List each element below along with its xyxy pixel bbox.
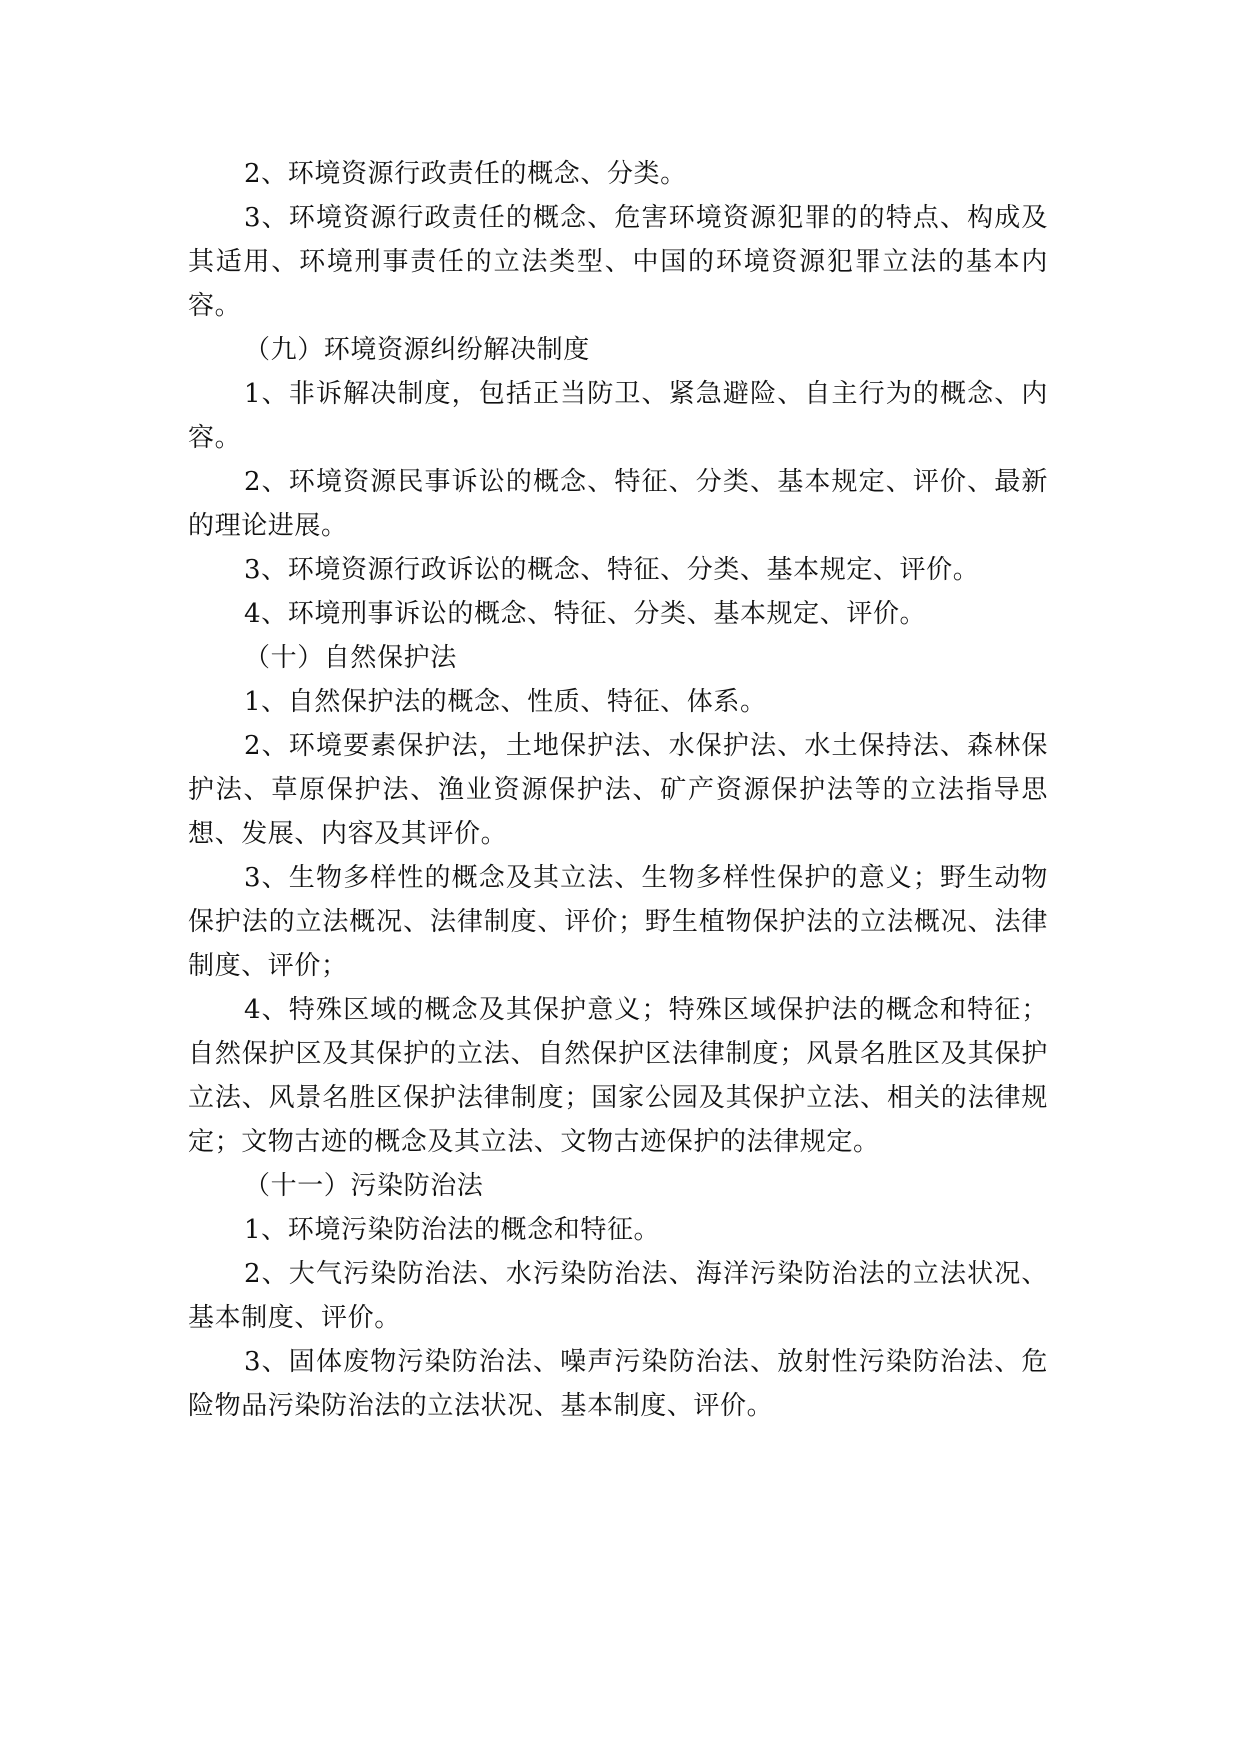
paragraph: 2、环境资源民事诉讼的概念、特征、分类、基本规定、评价、最新的理论进展。 xyxy=(188,467,1048,541)
paragraph: 1、自然保护法的概念、性质、特征、体系。 xyxy=(244,687,767,717)
section-heading: （九）环境资源纠纷解决制度 xyxy=(244,335,590,365)
paragraph: 2、大气污染防治法、水污染防治法、海洋污染防治法的立法状况、基本制度、评价。 xyxy=(188,1259,1048,1333)
paragraph: 3、环境资源行政诉讼的概念、特征、分类、基本规定、评价。 xyxy=(244,555,980,585)
document-body xyxy=(188,152,1048,1428)
paragraph: 3、固体废物污染防治法、噪声污染防治法、放射性污染防治法、危险物品污染防治法的立法状况、基本制度、评价。 xyxy=(188,1347,1048,1421)
paragraph: 3、生物多样性的概念及其立法、生物多样性保护的意义；野生动物保护法的立法概况、法律制度、评价；野生植物保护法的立法概况、法律制度、评价； xyxy=(188,863,1048,981)
paragraph: 1、非诉解决制度，包括正当防卫、紧急避险、自主行为的概念、内容。 xyxy=(188,379,1048,453)
paragraph: 2、环境要素保护法，土地保护法、水保护法、水土保持法、森林保护法、草原保护法、渔业资源保护法、矿产资源保护法等的立法指导思想、发展、内容及其评价。 xyxy=(188,731,1048,849)
section-heading: （十）自然保护法 xyxy=(244,643,457,673)
paragraph: 3、环境资源行政责任的概念、危害环境资源犯罪的的特点、构成及其适用、环境刑事责任的立法类型、中国的环境资源犯罪立法的基本内容。 xyxy=(188,203,1048,321)
paragraph: 4、特殊区域的概念及其保护意义；特殊区域保护法的概念和特征；自然保护区及其保护的立法、自然保护区法律制度；风景名胜区及其保护立法、风景名胜区保护法律制度；国家公园及其保护立法、相关的法律规定；文物古迹的概念及其立法、文物古迹保护的法律规定。 xyxy=(188,995,1048,1157)
section-heading: （十一）污染防治法 xyxy=(244,1171,484,1201)
paragraph: 2、环境资源行政责任的概念、分类。 xyxy=(244,159,687,189)
paragraph: 4、环境刑事诉讼的概念、特征、分类、基本规定、评价。 xyxy=(244,599,927,629)
paragraph: 1、环境污染防治法的概念和特征。 xyxy=(244,1215,661,1245)
